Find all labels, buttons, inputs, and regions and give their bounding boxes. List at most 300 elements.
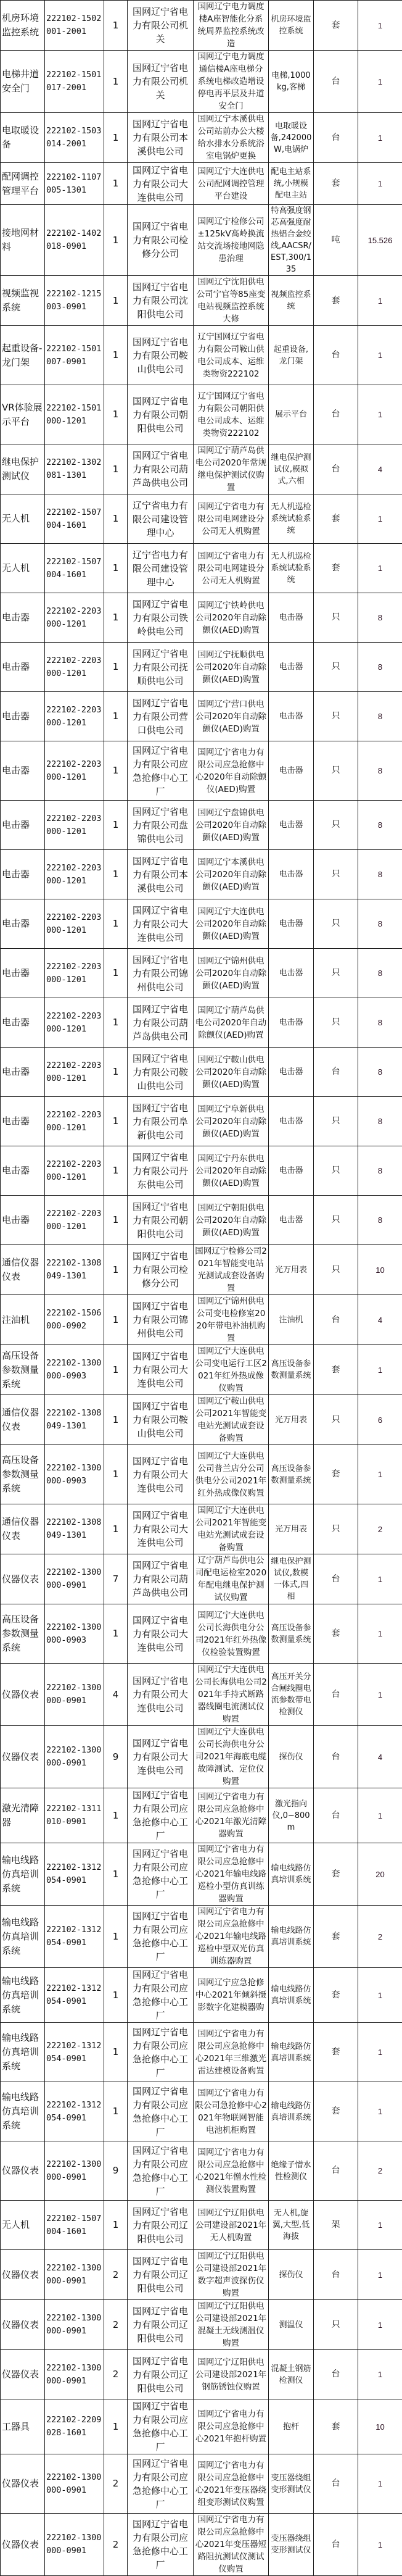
unit-cell: 只: [314, 850, 358, 899]
quantity-cell: 1: [358, 385, 402, 444]
table-row: [1, 2514, 402, 2576]
unit-cell: 台: [314, 1048, 358, 1097]
table-row: [1, 444, 402, 494]
specification-cell: 视频监控系统: [269, 276, 314, 326]
unit-cell: 台: [314, 51, 358, 113]
unit-cell: 只: [314, 1245, 358, 1295]
material-code-cell: 222102-1501007-0901: [45, 326, 104, 385]
table-row: [1, 1245, 402, 1295]
material-name-cell: 电击器: [1, 593, 45, 643]
material-code-cell: 222102-1308049-1301: [45, 1504, 104, 1554]
table-row: [1, 1097, 402, 1146]
material-name-cell: 通信仪器仪表: [1, 1395, 45, 1445]
batch-number-cell: 1: [104, 1345, 128, 1395]
project-name-cell: 国网辽宁省电力有限公司电网建设分公司无人机购置: [194, 544, 269, 593]
organization-cell: 国网辽宁省电力有限公司抚顺供电公司: [128, 643, 194, 692]
material-name-cell: 仪器仪表: [1, 2300, 45, 2350]
unit-cell: 台: [314, 2141, 358, 2201]
quantity-cell: 8: [358, 850, 402, 899]
organization-cell: 国网辽宁省电力有限公司应急抢修中心工厂: [128, 2454, 194, 2514]
organization-cell: 国网辽宁省电力有限公司应急抢修中心工厂: [128, 2082, 194, 2141]
specification-cell: 配电主站系统,小规模配电主站: [269, 163, 314, 205]
batch-number-cell: 1: [104, 1295, 128, 1345]
organization-cell: 国网辽宁省电力有限公司大连供电公司: [128, 1504, 194, 1554]
organization-cell: 国网辽宁省电力有限公司朝阳供电公司: [128, 385, 194, 444]
project-name-cell: 国网辽宁大连供电公司配网调控管理平台建设: [194, 163, 269, 205]
project-name-cell: 国网辽宁丹东供电公司2020年自动除颤仪(AED)购置: [194, 1146, 269, 1196]
specification-cell: 电击器: [269, 1097, 314, 1146]
batch-number-cell: 1: [104, 494, 128, 544]
material-name-cell: 通信仪器仪表: [1, 1504, 45, 1554]
material-code-cell: 222102-1312054-0901: [45, 1968, 104, 2023]
unit-cell: 套: [314, 2023, 358, 2082]
unit-cell: 台: [314, 2514, 358, 2576]
table-row: [1, 163, 402, 205]
material-code-cell: 222102-2203000-1201: [45, 899, 104, 949]
project-name-cell: 国网辽宁省电力有限公司应急抢修中心2021年变压器绕组变形测试仪购置: [194, 2454, 269, 2514]
material-code-cell: 222102-1300000-0901: [45, 2350, 104, 2399]
table-row: [1, 2141, 402, 2201]
material-name-cell: 起重设备-龙门架: [1, 326, 45, 385]
material-code-cell: 222102-1308049-1301: [45, 1245, 104, 1295]
project-name-cell: 辽宁国网辽宁省电力有限公司鞍山供电公司成本、运维类物资222102: [194, 326, 269, 385]
project-name-cell: 国网辽宁营口供电公司2020年自动除颤仪(AED)购置: [194, 692, 269, 741]
unit-cell: 只: [314, 593, 358, 643]
material-name-cell: 电取暖设备: [1, 113, 45, 163]
specification-cell: 高压设备参数测量系统: [269, 1345, 314, 1395]
material-name-cell: 电击器: [1, 998, 45, 1048]
material-name-cell: 仪器仪表: [1, 2141, 45, 2201]
project-name-cell: 国网辽宁大连供电公司长海供电分公司2021年海底电缆故障测试、定位仪购置: [194, 1726, 269, 1788]
quantity-cell: 8: [358, 1048, 402, 1097]
project-name-cell: 国网辽宁鞍山供电公司2020年自动除颤仪(AED)购置: [194, 1048, 269, 1097]
material-code-cell: 222102-1507004-1601: [45, 2201, 104, 2250]
batch-number-cell: 1: [104, 2399, 128, 2454]
material-code-cell: 222102-2203000-1201: [45, 949, 104, 998]
project-name-cell: 国网辽宁电力调度通信楼A座电梯分系统电梯改造增设停电再平层及井道安全门: [194, 51, 269, 113]
organization-cell: 国网辽宁省电力有限公司辽阳供电公司: [128, 2300, 194, 2350]
material-name-cell: 仪器仪表: [1, 2514, 45, 2576]
material-name-cell: 无人机: [1, 2201, 45, 2250]
organization-cell: 国网辽宁省电力有限公司应急抢修中心工厂: [128, 1843, 194, 1906]
table-row: [1, 385, 402, 444]
material-code-cell: 222102-1107005-1301: [45, 163, 104, 205]
quantity-cell: 20: [358, 1843, 402, 1906]
quantity-cell: 4: [358, 444, 402, 494]
specification-cell: 电击器: [269, 998, 314, 1048]
quantity-cell: 1: [358, 2350, 402, 2399]
material-code-cell: 222102-2203000-1201: [45, 692, 104, 741]
unit-cell: 台: [314, 1295, 358, 1345]
project-name-cell: 国网辽宁省电力有限公司应急抢修中心2021年输电线路巡检小型仿真训练器购置: [194, 1843, 269, 1906]
material-name-cell: 工器具: [1, 2399, 45, 2454]
unit-cell: 台: [314, 1788, 358, 1843]
table-row: [1, 899, 402, 949]
project-name-cell: 辽宁葫芦岛供电公司配电运检室2020年配电继电保护测试仪购置: [194, 1554, 269, 1604]
unit-cell: 台: [314, 1664, 358, 1726]
table-row: [1, 2300, 402, 2350]
quantity-cell: 1: [358, 2250, 402, 2300]
material-name-cell: 高压设备参数测量系统: [1, 1445, 45, 1504]
quantity-cell: 1: [358, 1968, 402, 2023]
project-name-cell: 国网辽宁大连供电公司变电运行工区2021年红外热成像仪购置: [194, 1345, 269, 1395]
batch-number-cell: 1: [104, 850, 128, 899]
quantity-cell: 1: [358, 2201, 402, 2250]
project-name-cell: 国网辽宁省电力有限公司急抢修中心2021年物联网智能电池机柜购置: [194, 2082, 269, 2141]
quantity-cell: 15.526: [358, 205, 402, 276]
batch-number-cell: 1: [104, 899, 128, 949]
material-code-cell: 222102-2203000-1201: [45, 1196, 104, 1245]
material-code-cell: 222102-1312054-0901: [45, 1906, 104, 1968]
quantity-cell: 1: [358, 113, 402, 163]
unit-cell: 只: [314, 998, 358, 1048]
material-name-cell: 输电线路仿真培训系统: [1, 2082, 45, 2141]
batch-number-cell: 9: [104, 2141, 128, 2201]
table-row: [1, 1295, 402, 1345]
organization-cell: 辽宁省电力有限公司建设管理中心: [128, 544, 194, 593]
material-code-cell: 222102-2203000-1201: [45, 998, 104, 1048]
specification-cell: 高压开关分合闸线圈电流参数带电检测仪: [269, 1664, 314, 1726]
organization-cell: 国网辽宁省电力有限公司机关: [128, 51, 194, 113]
table-row: [1, 113, 402, 163]
organization-cell: 国网辽宁省电力有限公司大连供电公司: [128, 163, 194, 205]
project-name-cell: 国网辽宁省电力有限公司应急抢修中心2021年变压器短路阻抗测试仪测试仪购置: [194, 2514, 269, 2576]
table-row: [1, 51, 402, 113]
batch-number-cell: 1: [104, 1048, 128, 1097]
table-row: [1, 2454, 402, 2514]
organization-cell: 国网辽宁省电力有限公司朝阳供电公司: [128, 1196, 194, 1245]
unit-cell: 只: [314, 741, 358, 801]
organization-cell: 国网辽宁省电力有限公司检修分公司: [128, 1245, 194, 1295]
unit-cell: 台: [314, 444, 358, 494]
quantity-cell: 1: [358, 2023, 402, 2082]
batch-number-cell: 1: [104, 1843, 128, 1906]
batch-number-cell: 1: [104, 1604, 128, 1664]
unit-cell: 套: [314, 2082, 358, 2141]
material-code-cell: 222102-1300000-0901: [45, 2250, 104, 2300]
batch-number-cell: 1: [104, 1968, 128, 2023]
specification-cell: 光万用表: [269, 1395, 314, 1445]
specification-cell: 展示平台: [269, 385, 314, 444]
table-row: [1, 2023, 402, 2082]
material-name-cell: 仪器仪表: [1, 1726, 45, 1788]
specification-cell: 无人机巡检系统试验系统: [269, 544, 314, 593]
material-name-cell: VR体验展示平台: [1, 385, 45, 444]
specification-cell: 电击器: [269, 899, 314, 949]
unit-cell: 套: [314, 2399, 358, 2454]
project-name-cell: 国网辽宁大连供电公司普兰店分公司供电分公司2021年红外热成像仪购置: [194, 1445, 269, 1504]
specification-cell: 高压设备参数测量系统: [269, 1604, 314, 1664]
quantity-cell: 8: [358, 1196, 402, 1245]
unit-cell: 只: [314, 643, 358, 692]
material-name-cell: 电击器: [1, 741, 45, 801]
material-code-cell: 222102-1308049-1301: [45, 1395, 104, 1445]
organization-cell: 国网辽宁省电力有限公司应急抢修中心工厂: [128, 1788, 194, 1843]
organization-cell: 国网辽宁省电力有限公司营口供电公司: [128, 692, 194, 741]
project-name-cell: 国网辽宁大连供电公司长海供电分公司2021年红外热像仪检验装置购置: [194, 1604, 269, 1664]
quantity-cell: 1: [358, 51, 402, 113]
material-code-cell: 222102-1501017-2001: [45, 51, 104, 113]
specification-cell: 无人机,旋翼,大型,低海拔: [269, 2201, 314, 2250]
batch-number-cell: 1: [104, 1395, 128, 1445]
material-code-cell: 222102-2203000-1201: [45, 1048, 104, 1097]
material-code-cell: 222102-1300000-0901: [45, 1554, 104, 1604]
table-row: [1, 801, 402, 850]
material-name-cell: 无人机: [1, 494, 45, 544]
batch-number-cell: 2: [104, 2300, 128, 2350]
organization-cell: 国网辽宁省电力有限公司机关: [128, 1, 194, 51]
project-name-cell: 国网辽宁省电力有限公司应急抢修中心2020年自动除颤仪(AED)购置: [194, 741, 269, 801]
material-name-cell: 输电线路仿真培训系统: [1, 1906, 45, 1968]
specification-cell: 探伤仪: [269, 2250, 314, 2300]
organization-cell: 国网辽宁省电力有限公司应急抢修中心工厂: [128, 2023, 194, 2082]
table-row: [1, 1146, 402, 1196]
quantity-cell: 1: [358, 494, 402, 544]
table-row: [1, 1345, 402, 1395]
table-row: [1, 2201, 402, 2250]
unit-cell: 只: [314, 949, 358, 998]
quantity-cell: 8: [358, 1097, 402, 1146]
specification-cell: 输电线路仿真培训系统: [269, 1843, 314, 1906]
quantity-cell: 8: [358, 801, 402, 850]
specification-cell: 变压器绕组变形测试仪: [269, 2454, 314, 2514]
material-name-cell: 配网调控管理平台: [1, 163, 45, 205]
quantity-cell: 8: [358, 593, 402, 643]
project-name-cell: 国网辽宁本溪供电公司站前办公大楼给水排水分系统浴室电锅炉更换: [194, 113, 269, 163]
unit-cell: 只: [314, 1146, 358, 1196]
material-code-cell: 222102-2203000-1201: [45, 643, 104, 692]
specification-cell: 电击器: [269, 593, 314, 643]
material-name-cell: 电击器: [1, 850, 45, 899]
table-row: [1, 1788, 402, 1843]
organization-cell: 国网辽宁省电力有限公司辽阳供电公司: [128, 2201, 194, 2250]
material-code-cell: 222102-1300000-0901: [45, 2141, 104, 2201]
organization-cell: 国网辽宁省电力有限公司葫芦岛供电公司: [128, 998, 194, 1048]
specification-cell: 电击器: [269, 643, 314, 692]
batch-number-cell: 1: [104, 2023, 128, 2082]
material-code-cell: 222102-1300000-0903: [45, 1345, 104, 1395]
project-name-cell: 国网辽宁阜新供电公司2020年自动除颤仪(AED)购置: [194, 1097, 269, 1146]
batch-number-cell: 1: [104, 692, 128, 741]
material-name-cell: 输电线路仿真培训系统: [1, 1843, 45, 1906]
specification-cell: 光万用表: [269, 1245, 314, 1295]
organization-cell: 国网辽宁省电力有限公司大连供电公司: [128, 1604, 194, 1664]
table-row: [1, 276, 402, 326]
specification-cell: 电取暖设备,242000W,电锅炉: [269, 113, 314, 163]
table-row: [1, 593, 402, 643]
organization-cell: 国网辽宁省电力有限公司大连供电公司: [128, 899, 194, 949]
specification-cell: 绝缘子憎水性检测仪: [269, 2141, 314, 2201]
material-name-cell: 输电线路仿真培训系统: [1, 1968, 45, 2023]
table-row: [1, 1504, 402, 1554]
project-name-cell: 国网辽宁盘锦供电公司2020年自动除颤仪(AED)购置: [194, 801, 269, 850]
quantity-cell: 6: [358, 1395, 402, 1445]
specification-cell: 无人机巡检系统试验系统: [269, 494, 314, 544]
table-row: [1, 1, 402, 51]
material-code-cell: 222102-1402018-0901: [45, 205, 104, 276]
material-code-cell: 222102-2209028-1601: [45, 2399, 104, 2454]
specification-cell: 输电线路仿真培训系统: [269, 1968, 314, 2023]
material-name-cell: 电击器: [1, 899, 45, 949]
quantity-cell: 1: [358, 1604, 402, 1664]
batch-number-cell: 1: [104, 1245, 128, 1295]
batch-number-cell: 1: [104, 444, 128, 494]
material-code-cell: 222102-1300000-0901: [45, 1664, 104, 1726]
material-code-cell: 222102-2203000-1201: [45, 801, 104, 850]
unit-cell: 只: [314, 1097, 358, 1146]
material-name-cell: 输电线路仿真培训系统: [1, 2023, 45, 2082]
organization-cell: 辽宁省电力有限公司建设管理中心: [128, 494, 194, 544]
material-code-cell: 222102-1215003-0901: [45, 276, 104, 326]
batch-number-cell: 1: [104, 643, 128, 692]
material-name-cell: 电击器: [1, 1196, 45, 1245]
table-row: [1, 1843, 402, 1906]
table-row: [1, 1664, 402, 1726]
organization-cell: 国网辽宁省电力有限公司锦州供电公司: [128, 949, 194, 998]
unit-cell: 架: [314, 2201, 358, 2250]
organization-cell: 国网辽宁省电力有限公司应急抢修中心工厂: [128, 2141, 194, 2201]
table-row: [1, 998, 402, 1048]
project-name-cell: 国网辽宁辽阳供电公司建设部2021年无人机购置: [194, 2201, 269, 2250]
batch-number-cell: 9: [104, 1726, 128, 1788]
batch-number-cell: 1: [104, 276, 128, 326]
batch-number-cell: 1: [104, 1196, 128, 1245]
unit-cell: 台: [314, 1726, 358, 1788]
quantity-cell: 1: [358, 2454, 402, 2514]
project-name-cell: 国网辽宁锦州供电公司2020年自动除颤仪(AED)购置: [194, 949, 269, 998]
organization-cell: 国网辽宁省电力有限公司辽阳供电公司: [128, 2250, 194, 2300]
project-name-cell: 国网辽宁大连供电公司2021年智能变电站光测试成套设备购置: [194, 1504, 269, 1554]
table-row: [1, 1395, 402, 1445]
table-row: [1, 1196, 402, 1245]
specification-cell: 起重设备,龙门架: [269, 326, 314, 385]
organization-cell: 国网辽宁省电力有限公司本溪供电公司: [128, 850, 194, 899]
material-code-cell: 222102-2203000-1201: [45, 741, 104, 801]
material-name-cell: 继电保护测试仪: [1, 444, 45, 494]
batch-number-cell: 4: [104, 1664, 128, 1726]
organization-cell: 国网辽宁省电力有限公司应急抢修中心工厂: [128, 2514, 194, 2576]
table-row: [1, 949, 402, 998]
specification-cell: 继电保护测试仪,数模一体式,四相: [269, 1554, 314, 1604]
table-row: [1, 2250, 402, 2300]
batch-number-cell: 2: [104, 2250, 128, 2300]
organization-cell: 国网辽宁省电力有限公司鞍山供电公司: [128, 1048, 194, 1097]
quantity-cell: 2: [358, 1504, 402, 1554]
batch-number-cell: 1: [104, 113, 128, 163]
quantity-cell: 1: [358, 1345, 402, 1395]
quantity-cell: 10: [358, 1245, 402, 1295]
table-row: [1, 2399, 402, 2454]
specification-cell: 探伤仪: [269, 1726, 314, 1788]
specification-cell: 光万用表: [269, 1504, 314, 1554]
project-name-cell: 国网辽宁省电力有限公司应急抢修中心2021年抱杆购置: [194, 2399, 269, 2454]
material-name-cell: 电梯井道安全门: [1, 51, 45, 113]
material-code-cell: 222102-1312054-0901: [45, 1843, 104, 1906]
material-code-cell: 222102-1300000-0903: [45, 1604, 104, 1664]
unit-cell: 只: [314, 801, 358, 850]
quantity-cell: 1: [358, 2514, 402, 2576]
table-row: [1, 1968, 402, 2023]
batch-number-cell: 1: [104, 1445, 128, 1504]
quantity-cell: 10: [358, 2399, 402, 2454]
material-code-cell: 222102-1300000-0901: [45, 1726, 104, 1788]
organization-cell: 国网辽宁省电力有限公司本溪供电公司: [128, 113, 194, 163]
quantity-cell: 8: [358, 692, 402, 741]
batch-number-cell: 2: [104, 2350, 128, 2399]
organization-cell: 国网辽宁省电力有限公司葫芦岛供电公司: [128, 444, 194, 494]
specification-cell: 电击器: [269, 801, 314, 850]
batch-number-cell: 1: [104, 163, 128, 205]
batch-number-cell: 1: [104, 1097, 128, 1146]
project-name-cell: 国网辽宁检修公司2021年智能变电站光测试成套设备购置: [194, 1245, 269, 1295]
batch-number-cell: 1: [104, 1906, 128, 1968]
quantity-cell: 1: [358, 2300, 402, 2350]
project-name-cell: 国网辽宁鞍山供电公司2021年智能变电站光测试成套设备购置: [194, 1395, 269, 1445]
material-name-cell: 电击器: [1, 1146, 45, 1196]
material-code-cell: 222102-1311010-0901: [45, 1788, 104, 1843]
project-name-cell: 国网辽宁葫芦岛供电公司2020年常规继电保护测试仪购置: [194, 444, 269, 494]
material-name-cell: 视频监视系统: [1, 276, 45, 326]
unit-cell: 套: [314, 1445, 358, 1504]
batch-number-cell: 1: [104, 1788, 128, 1843]
project-name-cell: 国网辽宁省电力有限公司应急抢修中心2021年憎水性检测仪装置购置: [194, 2141, 269, 2201]
material-code-cell: 222102-1501000-1201: [45, 385, 104, 444]
unit-cell: 只: [314, 899, 358, 949]
project-name-cell: 国网辽宁大连供电公司长海供电公司2021年手持式断路器线圈电流测试仪购置: [194, 1664, 269, 1726]
batch-number-cell: 1: [104, 2082, 128, 2141]
batch-number-cell: 1: [104, 949, 128, 998]
quantity-cell: 1: [358, 2082, 402, 2141]
table-row: [1, 1445, 402, 1504]
organization-cell: 国网辽宁省电力有限公司铁岭供电公司: [128, 593, 194, 643]
quantity-cell: 2: [358, 2141, 402, 2201]
material-code-cell: 222102-1300000-0903: [45, 1445, 104, 1504]
unit-cell: 只: [314, 1504, 358, 1554]
project-name-cell: 国网辽宁应急抢修中心2021年倾斜摄影数字化建模器购: [194, 1968, 269, 2023]
unit-cell: 只: [314, 692, 358, 741]
material-name-cell: 仪器仪表: [1, 1664, 45, 1726]
specification-cell: 电击器: [269, 1048, 314, 1097]
table-row: [1, 2082, 402, 2141]
unit-cell: 台: [314, 326, 358, 385]
specification-cell: 电梯,1000kg,客梯: [269, 51, 314, 113]
batch-number-cell: 1: [104, 1146, 128, 1196]
unit-cell: 套: [314, 544, 358, 593]
organization-cell: 国网辽宁省电力有限公司盘锦供电公司: [128, 801, 194, 850]
material-name-cell: 电击器: [1, 949, 45, 998]
material-name-cell: 电击器: [1, 1097, 45, 1146]
unit-cell: 台: [314, 113, 358, 163]
batch-number-cell: 7: [104, 1554, 128, 1604]
material-name-cell: 仪器仪表: [1, 2250, 45, 2300]
quantity-cell: 1: [358, 544, 402, 593]
quantity-cell: 1: [358, 1664, 402, 1726]
specification-cell: 电击器: [269, 1196, 314, 1245]
table-row: [1, 741, 402, 801]
specification-cell: 抱杆: [269, 2399, 314, 2454]
batch-number-cell: 1: [104, 1, 128, 51]
material-name-cell: 接地网材料: [1, 205, 45, 276]
organization-cell: 国网辽宁省电力有限公司大连供电公司: [128, 1664, 194, 1726]
material-code-cell: 222102-1302081-1301: [45, 444, 104, 494]
project-name-cell: 国网辽宁辽阳供电公司建设部2021年钢筋锈蚀仪购置: [194, 2350, 269, 2399]
quantity-cell: 8: [358, 899, 402, 949]
material-code-cell: 222102-1507004-1601: [45, 494, 104, 544]
project-name-cell: 国网辽宁辽阳供电公司建设部2021年混凝土无线测温仪购置: [194, 2300, 269, 2350]
specification-cell: 继电保护测试仪,模拟式,六相: [269, 444, 314, 494]
material-name-cell: 仪器仪表: [1, 2454, 45, 2514]
material-code-cell: 222102-1503014-2001: [45, 113, 104, 163]
